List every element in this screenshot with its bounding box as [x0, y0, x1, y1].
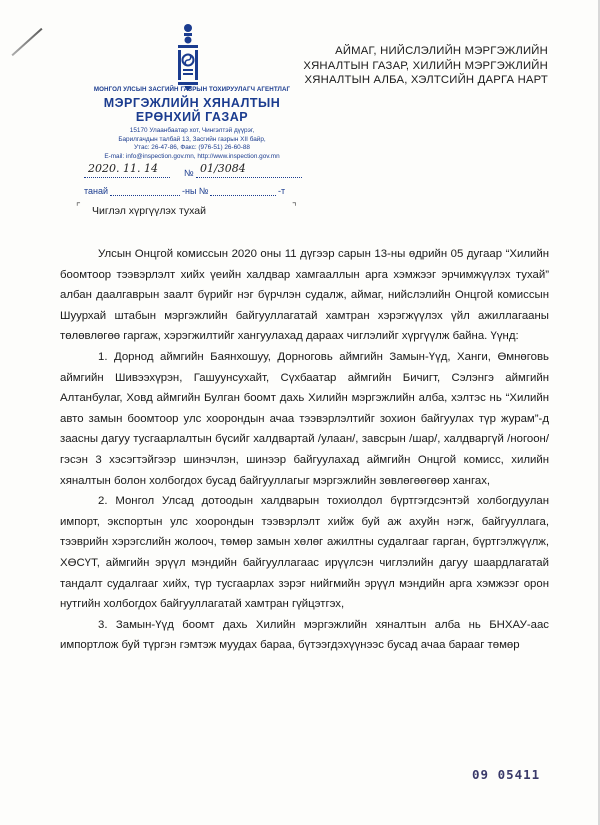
serial-stamp: 09 05411 [472, 767, 541, 782]
scan-mark [11, 28, 42, 56]
agency-name [86, 96, 298, 124]
ref-suffix: -т [278, 186, 286, 196]
body-paragraph-2: 2. Монгол Улсад дотоодын халдварын тохиолдол бүртгэгдсэнтэй холбогдуулан импорт, экспортын улс хоорондын тээвэрлэлт хийж буй аж ахуйн нэгж, байгууллага, тээврийн хэрэгслийн жолооч, төмөр замын хөлөг ажилтны судалгааг гарган, бүртгэлжүүлж, ХӨСҮТ, аймгийн эрүүл мэндийн байгууллагаас ирүүлсэн чиглэлийн дагуу шаардлагатай тандалт судалгааг хийх, түр тусгаарлах зэрэг нийгмийн эрүүл мэндийн арга хэмжээг орон нутгийн холбогдох байгууллагатай хамтран гүйцэтгэх, [60, 495, 549, 611]
body-paragraph-intro: Улсын Онцгой комиссын 2020 оны 11 дүгээр сарын 13-ны өдрийн 05 дугаар “Хилийн боомтоор тээвэрлэлт хийх үеийн халдвар хамгааллын арга хэмжээг эрчимжүүлэх тухай” албан даалгаврын заалт бүрийг нэг бүрчлэн судалж, аймаг, нийслэлийн Онцгой комиссын Шуурхай штабын мэргэжлийн байгууллагатай хамтран хэрэгжүүлэх үйл ажиллагааны төлөвлөгөө гаргаж, хэрэгжилтийг хангуулахад дараах чиглэлийг хүргүүлж байна. Үүнд: [60, 248, 549, 343]
recipient-line-2: ХЯНАЛТЫН ГАЗАР, ХИЛИЙН МЭРГЭЖЛИЙН [303, 59, 548, 72]
handwritten-number: 01/3084 [200, 162, 246, 175]
ref-prefix: танай [84, 186, 109, 196]
agency-parent-label: МОНГОЛ УЛСЫН ЗАСГИЙН ГАЗРЫН ТОХИРУУЛАГЧ АГЕНТЛАГ [93, 86, 291, 93]
ref-underline-1 [110, 195, 180, 196]
reference-line [84, 183, 314, 197]
subject-line [76, 202, 312, 220]
recipient-block [300, 44, 548, 88]
number-underline [196, 177, 302, 178]
agency-address [86, 127, 298, 161]
body-paragraph-3: 3. Замын-Үүд боомт дахь Хилийн мэргэжлийн хяналтын алба нь БНХАУ-аас импортлож буй түргэн гэмтэж муудах бараа, бүтээгдэхүүнээс бусад ачаа барааг төмөр [60, 618, 549, 652]
recipient-line-3: ХЯНАЛТЫН АЛБА, ХЭЛТСИЙН ДАРГА НАРТ [304, 74, 548, 86]
agency-name-line-2: ЕРӨНХИЙ ГАЗАР [135, 110, 249, 124]
ref-middle: -ны № [182, 186, 209, 196]
address-line-3: Утас: 26-47-86, Факс: (976-51) 26-60-88 [134, 144, 250, 152]
address-line-1: 15170 Улаанбаатар хот, Чингэлтэй дүүрэг, [129, 127, 255, 134]
subject-corner-left: ⌜ [76, 202, 81, 213]
date-number-line [84, 162, 304, 179]
ref-underline-2 [210, 195, 276, 196]
handwritten-date: 2020. 11. 14 [88, 162, 158, 175]
agency-name-line-1: МЭРГЭЖЛИЙН ХЯНАЛТЫН [103, 96, 281, 110]
address-line-2: Барилгачдын талбай 13, Засгийн газрын XII байр, [118, 135, 266, 143]
state-emblem-icon [170, 22, 206, 92]
subject-text: Чиглэл хүргүүлэх тухай [92, 205, 206, 217]
body-paragraph-1: 1. Дорнод аймгийн Баянхошуу, Дорноговь аймгийн Замын-Үүд, Ханги, Өмнөговь аймгийн Шивээхүрэн, Гашуунсухайт, Сүхбаатар аймгийн Бичигт, Сэлэнгэ аймгийн Алтанбулаг, Ховд аймгийн Булган боомт дахь Хилийн мэргэжлийн алба, хэлтэс нь “Хилийн авто замын боомтоор улс хоорондын ачаа тээвэрлэлтийг зохион байгуулах түр журам”-д заасны дагуу тусгаарлалтын бүсийг халдвартай /улаан/, завсрын /шар/, халдваргүй /ногоон/ гэсэн 3 хэсэгтэйгээр шинэчлэн, шинээр байгуулахад аймгийн Онцгой комисс, хилийн хяналтын болон холбогдох бусад байгууллагыг мэргэжлийн зөвлөгөөгөөр хангах, [60, 350, 549, 487]
subject-corner-right: ⌝ [292, 202, 297, 213]
recipient-line-1: АЙМАГ, НИЙСЛЭЛИЙН МЭРГЭЖЛИЙН [335, 45, 548, 57]
letter-body [60, 244, 549, 656]
number-symbol: № [184, 168, 194, 178]
date-underline [84, 177, 170, 178]
address-line-4: E-mail: info@inspection.gov.mn, http://www.inspection.gov.mn [104, 152, 280, 160]
